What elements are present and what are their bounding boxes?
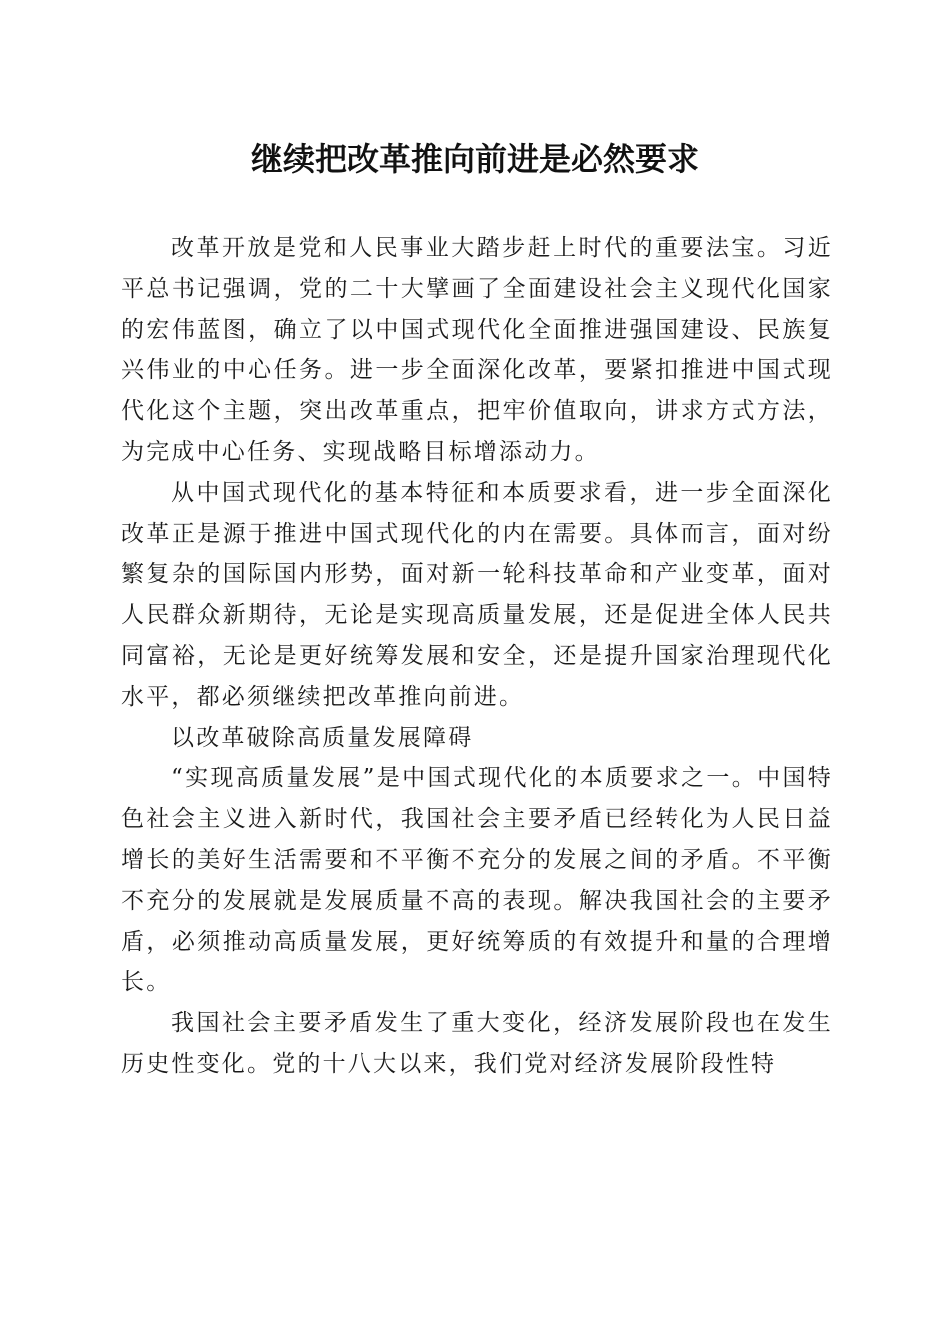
section-heading: 以改革破除高质量发展障碍 [171, 724, 474, 751]
document-title: 继续把改革推向前进是必然要求 [250, 140, 699, 178]
document-body [121, 228, 833, 1085]
paragraph-2: 从中国式现代化的基本特征和本质要求看，进一步全面深化改革正是源于推进中国式现代化的内在需要。具体而言，面对纷繁复杂的国际国内形势，面对新一轮科技革命和产业变革，面对人民群众新期待，无论是实现高质量发展，还是促进全体人民共同富裕，无论是更好统筹发展和安全，还是提升国家治理现代化水平，都必须继续把改革推向前进。 [121, 479, 833, 710]
paragraph-4: 我国社会主要矛盾发生了重大变化，经济发展阶段也在发生历史性变化。党的十八大以来，我们党对经济发展阶段性特 [121, 1010, 833, 1077]
paragraph-1: 改革开放是党和人民事业大踏步赶上时代的重要法宝。习近平总书记强调，党的二十大擘画了全面建设社会主义现代化国家的宏伟蓝图，确立了以中国式现代化全面推进强国建设、民族复兴伟业的中心任务。进一步全面深化改革，要紧扣推进中国式现代化这个主题，突出改革重点，把牢价值取向，讲求方式方法，为完成中心任务、实现战略目标增添动力。 [121, 235, 833, 465]
paragraph-3: “实现高质量发展”是中国式现代化的本质要求之一。中国特色社会主义进入新时代，我国社会主要矛盾已经转化为人民日益增长的美好生活需要和不平衡不充分的发展之间的矛盾。不平衡不充分的发展就是发展质量不高的表现。解决我国社会的主要矛盾，必须推动高质量发展，更好统筹质的有效提升和量的合理增长。 [121, 765, 833, 996]
